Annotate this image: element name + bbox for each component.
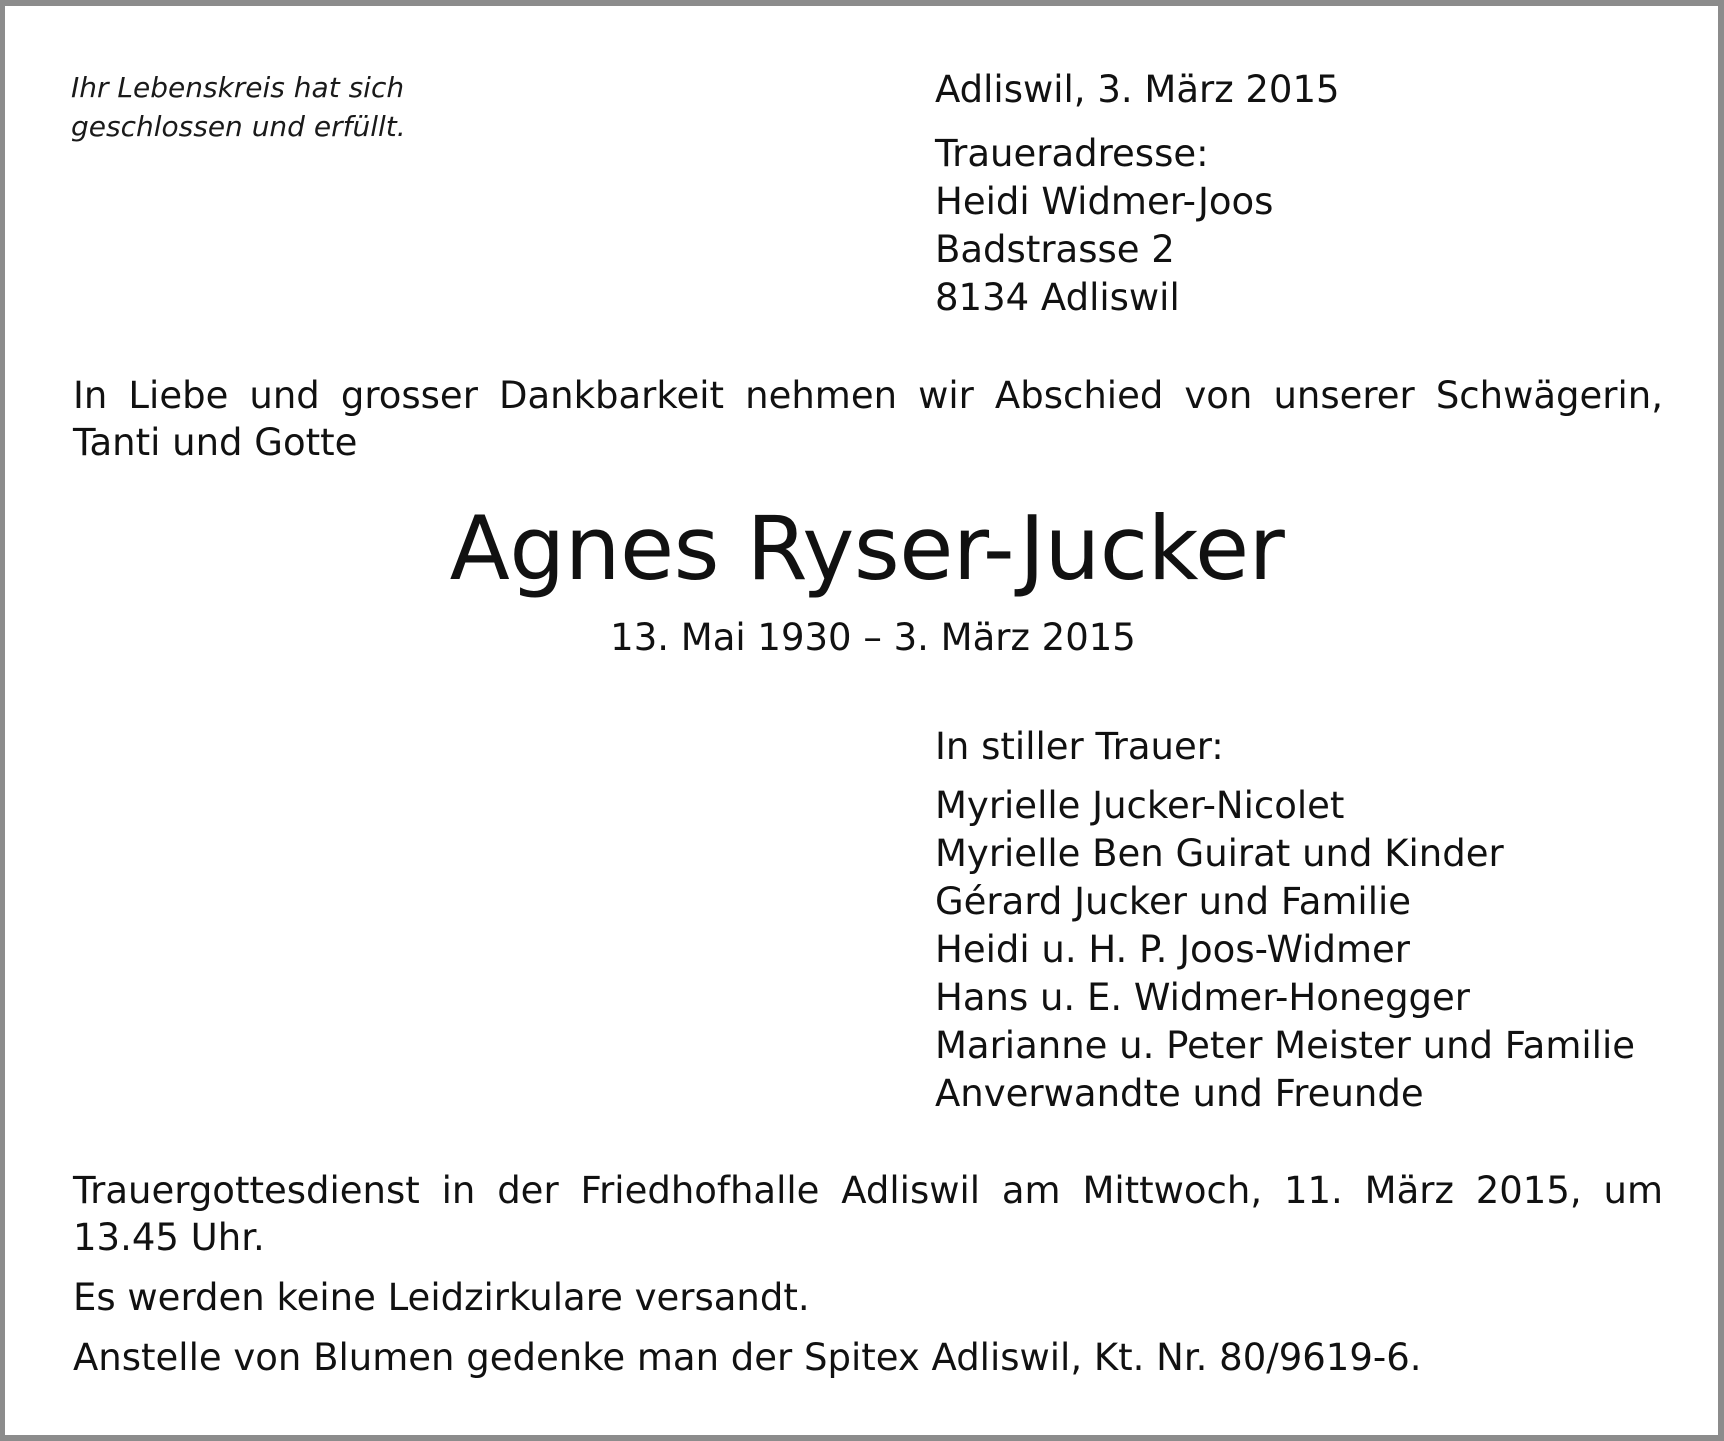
mourner-name: Heidi u. H. P. Joos-Widmer <box>935 928 1411 971</box>
mourner-name: Anverwandte und Freunde <box>935 1072 1424 1115</box>
mourner-name: Myrielle Ben Guirat und Kinder <box>935 832 1504 875</box>
place-date: Adliswil, 3. März 2015 <box>935 68 1340 111</box>
no-circulars-note: Es werden keine Leidzirkulare versandt. <box>73 1276 810 1319</box>
address-label: Traueradresse: <box>935 132 1209 175</box>
mourner-name: Marianne u. Peter Meister und Familie <box>935 1024 1636 1067</box>
address-city: 8134 Adliswil <box>935 276 1180 319</box>
mourning-address <box>935 130 1273 322</box>
mourner-name: Gérard Jucker und Familie <box>935 880 1412 923</box>
life-dates: 13. Mai 1930 – 3. März 2015 <box>610 616 1136 659</box>
service-announcement: Trauergottesdienst in der Friedhofhalle Adliswil am Mittwoch, 11. März 2015, um 13.45 Uhr. <box>73 1169 1663 1259</box>
address-name: Heidi Widmer-Joos <box>935 180 1274 223</box>
mourners-list <box>935 782 1635 1118</box>
motto <box>71 68 406 146</box>
intro-text: In Liebe und grosser Dankbarkeit nehmen wir Abschied von unserer Schwägerin, Tanti und Gotte <box>73 374 1663 464</box>
donation-note: Anstelle von Blumen gedenke man der Spitex Adliswil, Kt. Nr. 80/9619-6. <box>73 1336 1422 1379</box>
motto-line-1: Ihr Lebenskreis hat sich <box>71 71 405 104</box>
deceased-name: Agnes Ryser-Jucker <box>449 497 1285 600</box>
motto-line-2: geschlossen und erfüllt. <box>71 110 406 143</box>
mourner-name: Hans u. E. Widmer-Honegger <box>935 976 1471 1019</box>
mourner-name: Myrielle Jucker-Nicolet <box>935 784 1345 827</box>
mourning-label: In stiller Trauer: <box>935 725 1224 768</box>
address-street: Badstrasse 2 <box>935 228 1175 271</box>
